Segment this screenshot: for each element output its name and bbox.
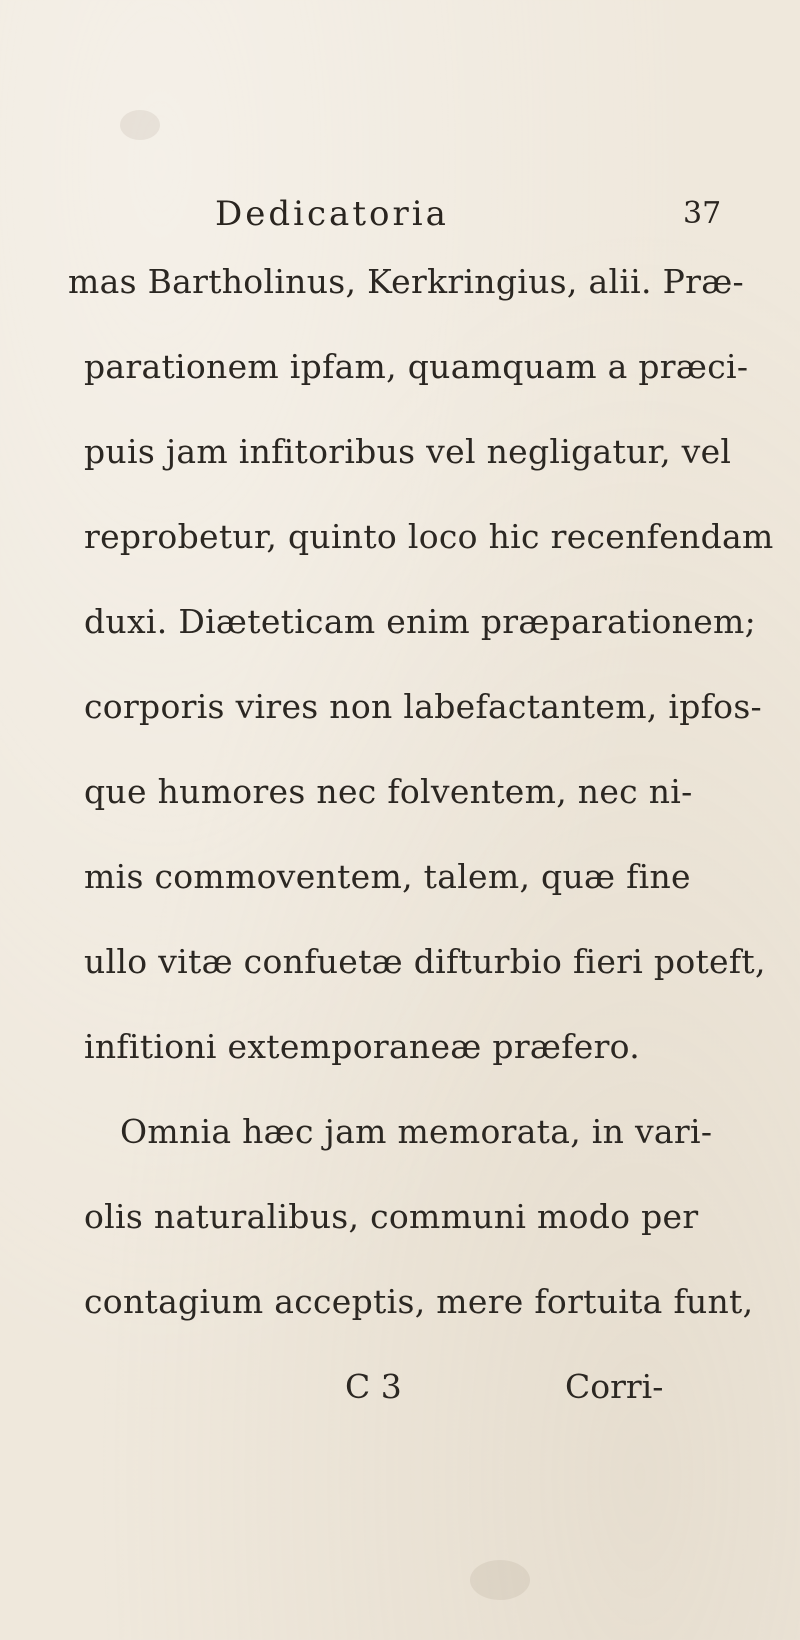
text-line: puis jam infitoribus vel negligatur, vel — [84, 432, 732, 471]
text-line: corporis vires non labefactantem, ipfos- — [84, 687, 763, 726]
running-title: Dedicatoria — [215, 194, 449, 234]
text-line: ullo vitæ confuetæ difturbio fieri poteft, — [84, 942, 766, 981]
catchword: Corri- — [565, 1367, 664, 1406]
text-line: duxi. Diæteticam enim præparationem; — [84, 602, 757, 641]
signature-mark: C 3 — [345, 1367, 402, 1406]
text-line: olis naturalibus, communi modo per — [84, 1197, 699, 1236]
page-footer — [0, 1367, 800, 1427]
paper-stain — [120, 110, 160, 140]
text-line: parationem ipfam, quamquam a præci- — [84, 347, 749, 386]
text-line: que humores nec folventem, nec ni- — [84, 772, 693, 811]
text-line: Omnia hæc jam memorata, in vari- — [120, 1112, 713, 1151]
text-line: infitioni extemporaneæ præfero. — [84, 1027, 641, 1066]
text-line: mas Bartholinus, Kerkringius, alii. Præ- — [68, 262, 744, 301]
text-line: contagium acceptis, mere fortuita funt, — [84, 1282, 754, 1321]
paper-stain — [470, 1560, 530, 1600]
text-line: mis commoventem, talem, quæ fine — [84, 857, 691, 896]
page-number: 37 — [683, 196, 722, 231]
running-head — [0, 194, 800, 234]
text-line: reprobetur, quinto loco hic recenfendam — [84, 517, 774, 556]
